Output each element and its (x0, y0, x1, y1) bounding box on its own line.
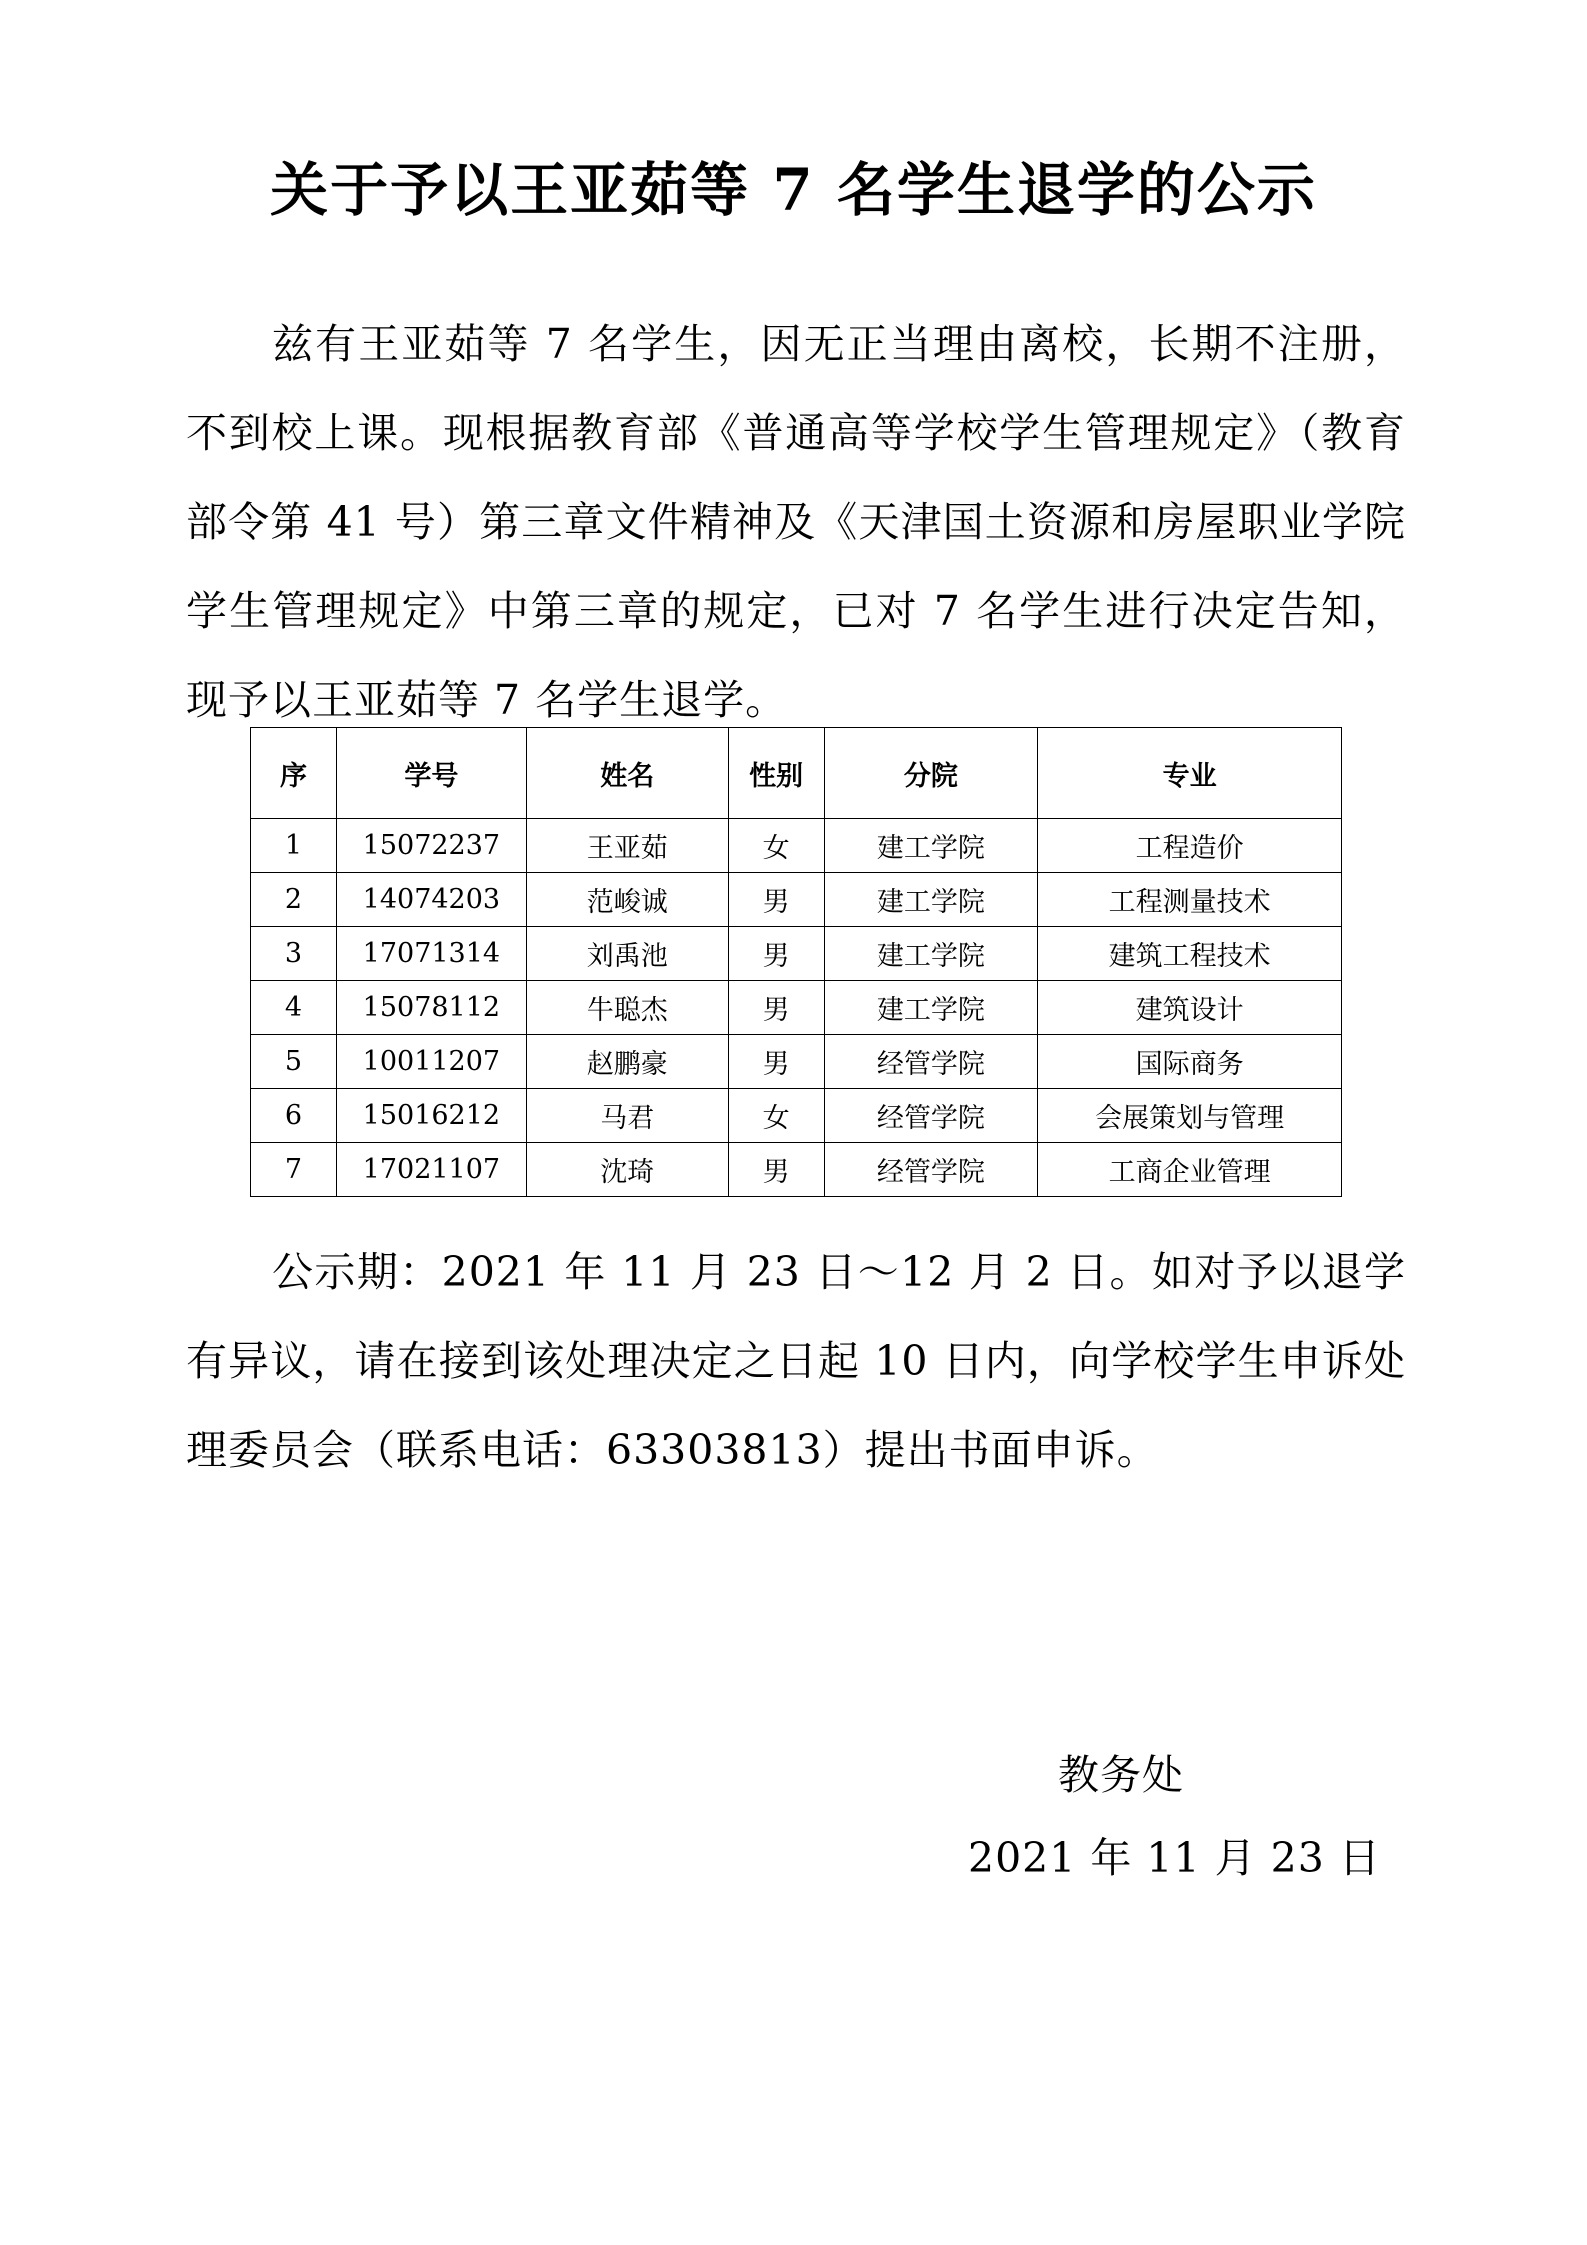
table-row (251, 1089, 1342, 1143)
cell-name: 范峻诚 (526, 873, 728, 927)
cell-name: 刘禹池 (526, 927, 728, 981)
table-row (251, 981, 1342, 1035)
cell-name: 王亚茹 (526, 819, 728, 873)
cell-major: 会展策划与管理 (1038, 1089, 1342, 1143)
cell-index: 1 (251, 819, 337, 873)
cell-college: 经管学院 (824, 1089, 1038, 1143)
cell-index: 7 (251, 1143, 337, 1197)
cell-name: 马君 (526, 1089, 728, 1143)
header-name: 姓名 (526, 728, 728, 819)
header-gender: 性别 (728, 728, 824, 819)
table-row (251, 873, 1342, 927)
cell-student-id: 15072237 (336, 819, 526, 873)
table-row (251, 1143, 1342, 1197)
cell-gender: 男 (728, 1035, 824, 1089)
student-table (250, 727, 1342, 1197)
cell-college: 建工学院 (824, 873, 1038, 927)
cell-name: 赵鹏豪 (526, 1035, 728, 1089)
cell-college: 经管学院 (824, 1143, 1038, 1197)
cell-student-id: 17021107 (336, 1143, 526, 1197)
page-title: 关于予以王亚茹等 7 名学生退学的公示 (270, 156, 1317, 224)
cell-student-id: 17071314 (336, 927, 526, 981)
cell-index: 6 (251, 1089, 337, 1143)
cell-student-id: 15078112 (336, 981, 526, 1035)
signature-date: 2021 年 11 月 23 日 (968, 1834, 1381, 1882)
header-student-id: 学号 (336, 728, 526, 819)
cell-student-id: 14074203 (336, 873, 526, 927)
appeal-paragraph: 公示期：2021 年 11 月 23 日～12 月 2 日。如对予以退学有异议，请在接到该处理决定之日起 10 日内，向学校学生申诉处理委员会（联系电话：63303813）提出书面申诉。 (186, 1248, 1406, 1474)
cell-major: 国际商务 (1038, 1035, 1342, 1089)
cell-gender: 男 (728, 1143, 824, 1197)
cell-name: 牛聪杰 (526, 981, 728, 1035)
header-major: 专业 (1038, 728, 1342, 819)
cell-college: 建工学院 (824, 819, 1038, 873)
header-index: 序 (251, 728, 337, 819)
table-header-row (251, 728, 1342, 819)
signature-department: 教务处 (1058, 1751, 1184, 1799)
cell-gender: 女 (728, 819, 824, 873)
notice-paragraph: 兹有王亚茹等 7 名学生，因无正当理由离校，长期不注册，不到校上课。现根据教育部《普通高等学校学生管理规定》（教育部令第 41 号）第三章文件精神及《天津国土资源和房屋职业学院学生管理规定》中第三章的规定，已对 7 名学生进行决定告知，现予以王亚茹等 7 名学生退学。 (186, 320, 1406, 724)
cell-index: 4 (251, 981, 337, 1035)
cell-student-id: 10011207 (336, 1035, 526, 1089)
cell-major: 工程造价 (1038, 819, 1342, 873)
cell-major: 建筑设计 (1038, 981, 1342, 1035)
cell-gender: 男 (728, 981, 824, 1035)
cell-student-id: 15016212 (336, 1089, 526, 1143)
cell-name: 沈琦 (526, 1143, 728, 1197)
header-college: 分院 (824, 728, 1038, 819)
cell-college: 建工学院 (824, 981, 1038, 1035)
cell-major: 工程测量技术 (1038, 873, 1342, 927)
cell-gender: 女 (728, 1089, 824, 1143)
cell-index: 5 (251, 1035, 337, 1089)
cell-college: 经管学院 (824, 1035, 1038, 1089)
cell-major: 建筑工程技术 (1038, 927, 1342, 981)
table-row (251, 1035, 1342, 1089)
table-row (251, 819, 1342, 873)
cell-college: 建工学院 (824, 927, 1038, 981)
cell-index: 2 (251, 873, 337, 927)
cell-gender: 男 (728, 927, 824, 981)
cell-index: 3 (251, 927, 337, 981)
cell-gender: 男 (728, 873, 824, 927)
cell-major: 工商企业管理 (1038, 1143, 1342, 1197)
table-row (251, 927, 1342, 981)
